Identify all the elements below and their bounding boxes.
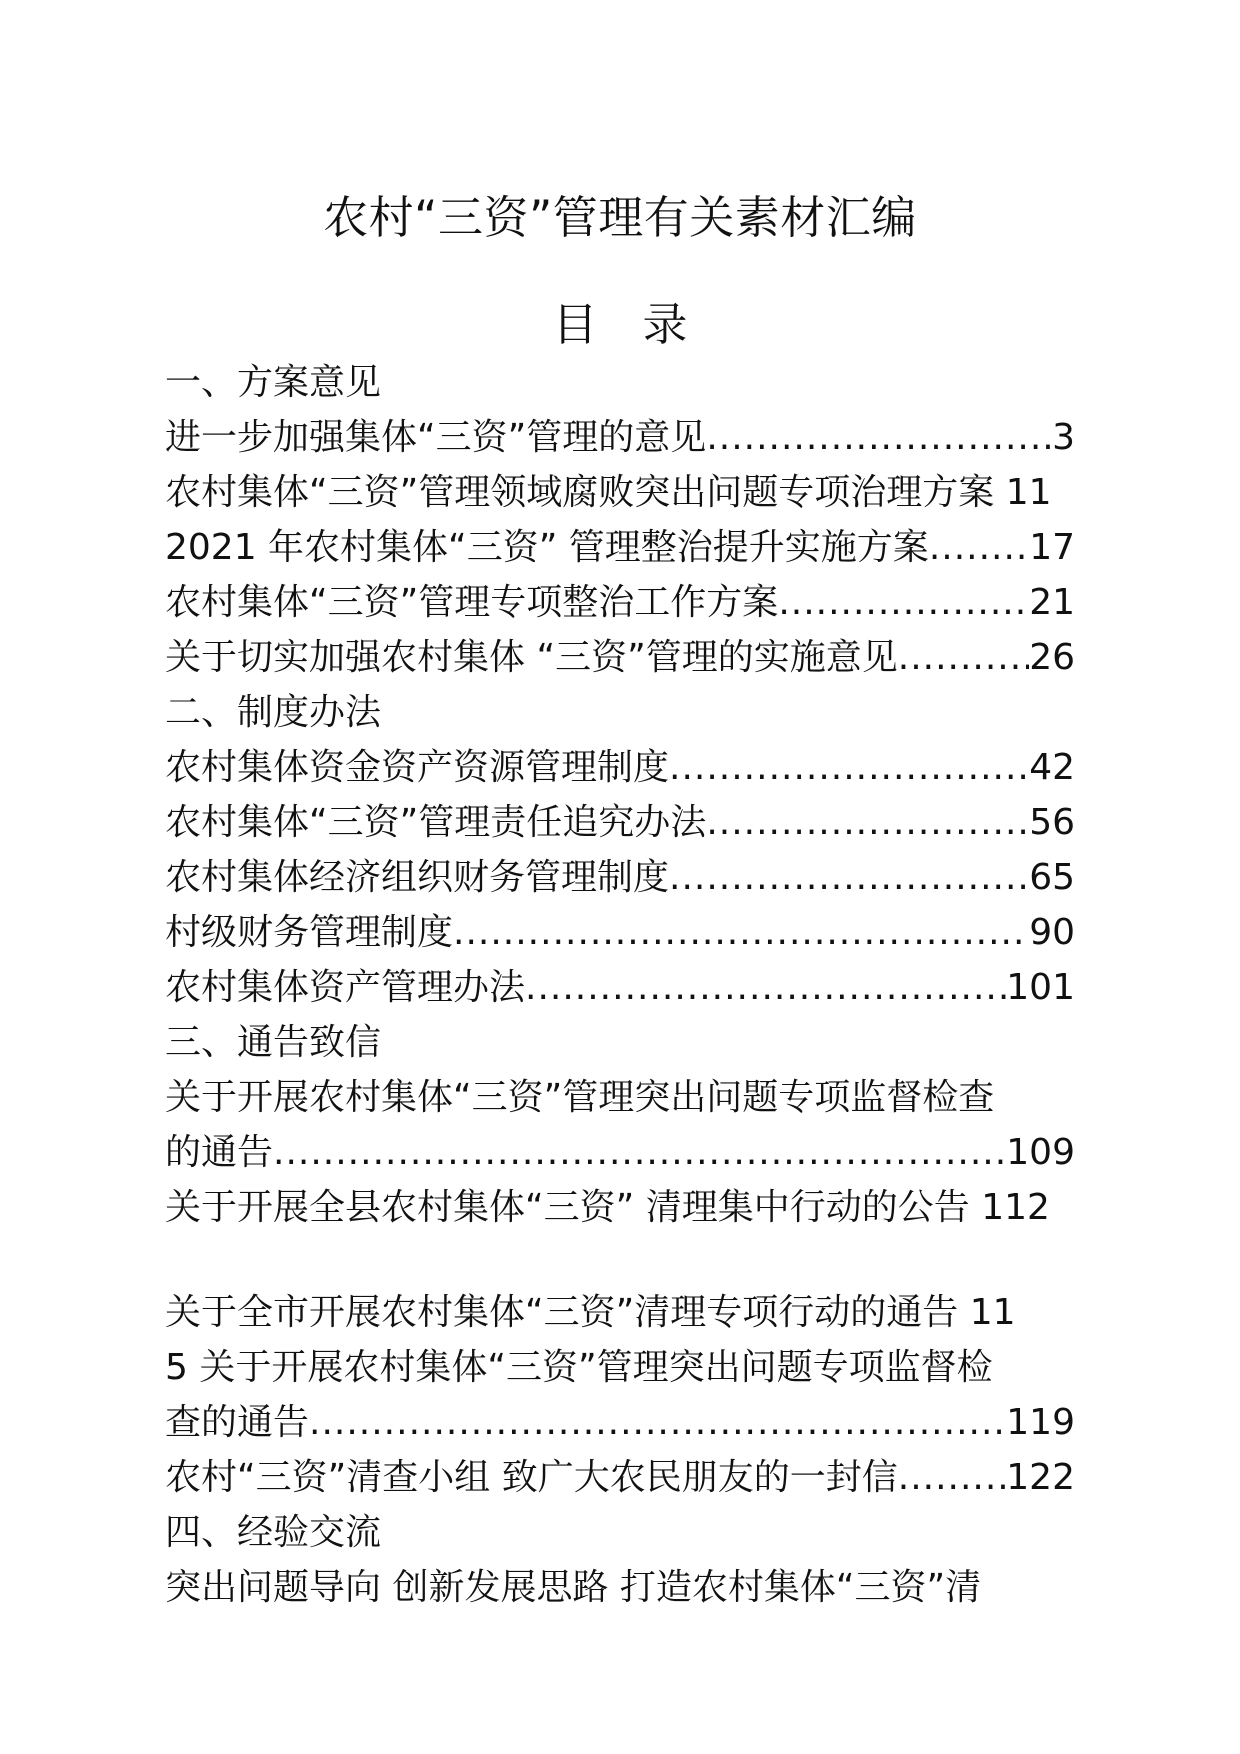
toc-entry[interactable]: 农村集体资金资产资源管理制度 ..... 42 [165,741,1075,795]
toc-entry[interactable]: 关于切实加强农村集体 “三资”管理的实施意见 ..... 26 [165,631,1075,685]
toc-page-number: 101 [1006,967,1075,1008]
toc-entry[interactable]: 的通告 ..... 109 [165,1126,1075,1180]
toc-page-number: 109 [1006,1132,1075,1173]
toc-page-number: 21 [1029,582,1075,623]
toc-page-number: 3 [1052,417,1075,458]
toc-entry[interactable]: 农村集体“三资”管理责任追究办法 ..... 56 [165,796,1075,850]
toc-entry[interactable]: 农村集体“三资”管理领域腐败突出问题专项治理方案 11 [165,472,1052,513]
toc-section-heading: 四、经验交流 [165,1512,382,1553]
toc-entry[interactable]: 关于开展农村集体“三资”管理突出问题专项监督检查 [165,1077,995,1118]
toc-entry[interactable]: 2021 年农村集体“三资” 管理整治提升实施方案 ..... 17 [165,521,1075,575]
toc-entry[interactable]: 关于开展全县农村集体“三资” 清理集中行动的公告 112 [165,1187,1050,1228]
toc-page-number: 65 [1029,857,1075,898]
toc-heading: 目 录 [552,298,688,351]
toc-page-number: 122 [1006,1457,1075,1498]
toc-page-number: 17 [1029,527,1075,568]
toc-entry[interactable]: 农村集体经济组织财务管理制度 ..... 65 [165,851,1075,905]
toc-section-heading: 一、方案意见 [165,362,382,403]
toc-page-number: 42 [1029,747,1075,788]
toc-page-number: 56 [1029,802,1075,843]
document-title: 农村“三资”管理有关素材汇编 [323,191,917,244]
toc-entry[interactable]: 关于全市开展农村集体“三资”清理专项行动的通告 11 [165,1292,1016,1333]
toc-entry[interactable]: 5 关于开展农村集体“三资”管理突出问题专项监督检 [165,1347,993,1388]
toc-page-number: 119 [1006,1402,1075,1443]
toc-entry[interactable]: 村级财务管理制度 ..... 90 [165,906,1075,960]
toc-entry[interactable]: 进一步加强集体“三资”管理的意见 ..... 3 [165,411,1075,465]
toc-entry[interactable]: 农村“三资”清查小组 致广大农民朋友的一封信 ..... 122 [165,1451,1075,1505]
toc-entry[interactable]: 农村集体“三资”管理专项整治工作方案 ..... 21 [165,576,1075,630]
toc-section-heading: 三、通告致信 [165,1022,382,1063]
toc-entry[interactable]: 突出问题导向 创新发展思路 打造农村集体“三资”清 [165,1567,982,1608]
toc-page-number: 26 [1029,637,1075,678]
toc-page-number: 90 [1029,912,1075,953]
toc-section-heading: 二、制度办法 [165,692,382,733]
toc-entry[interactable]: 查的通告 ..... 119 [165,1396,1075,1450]
toc-entry[interactable]: 农村集体资产管理办法 ..... 101 [165,961,1075,1015]
